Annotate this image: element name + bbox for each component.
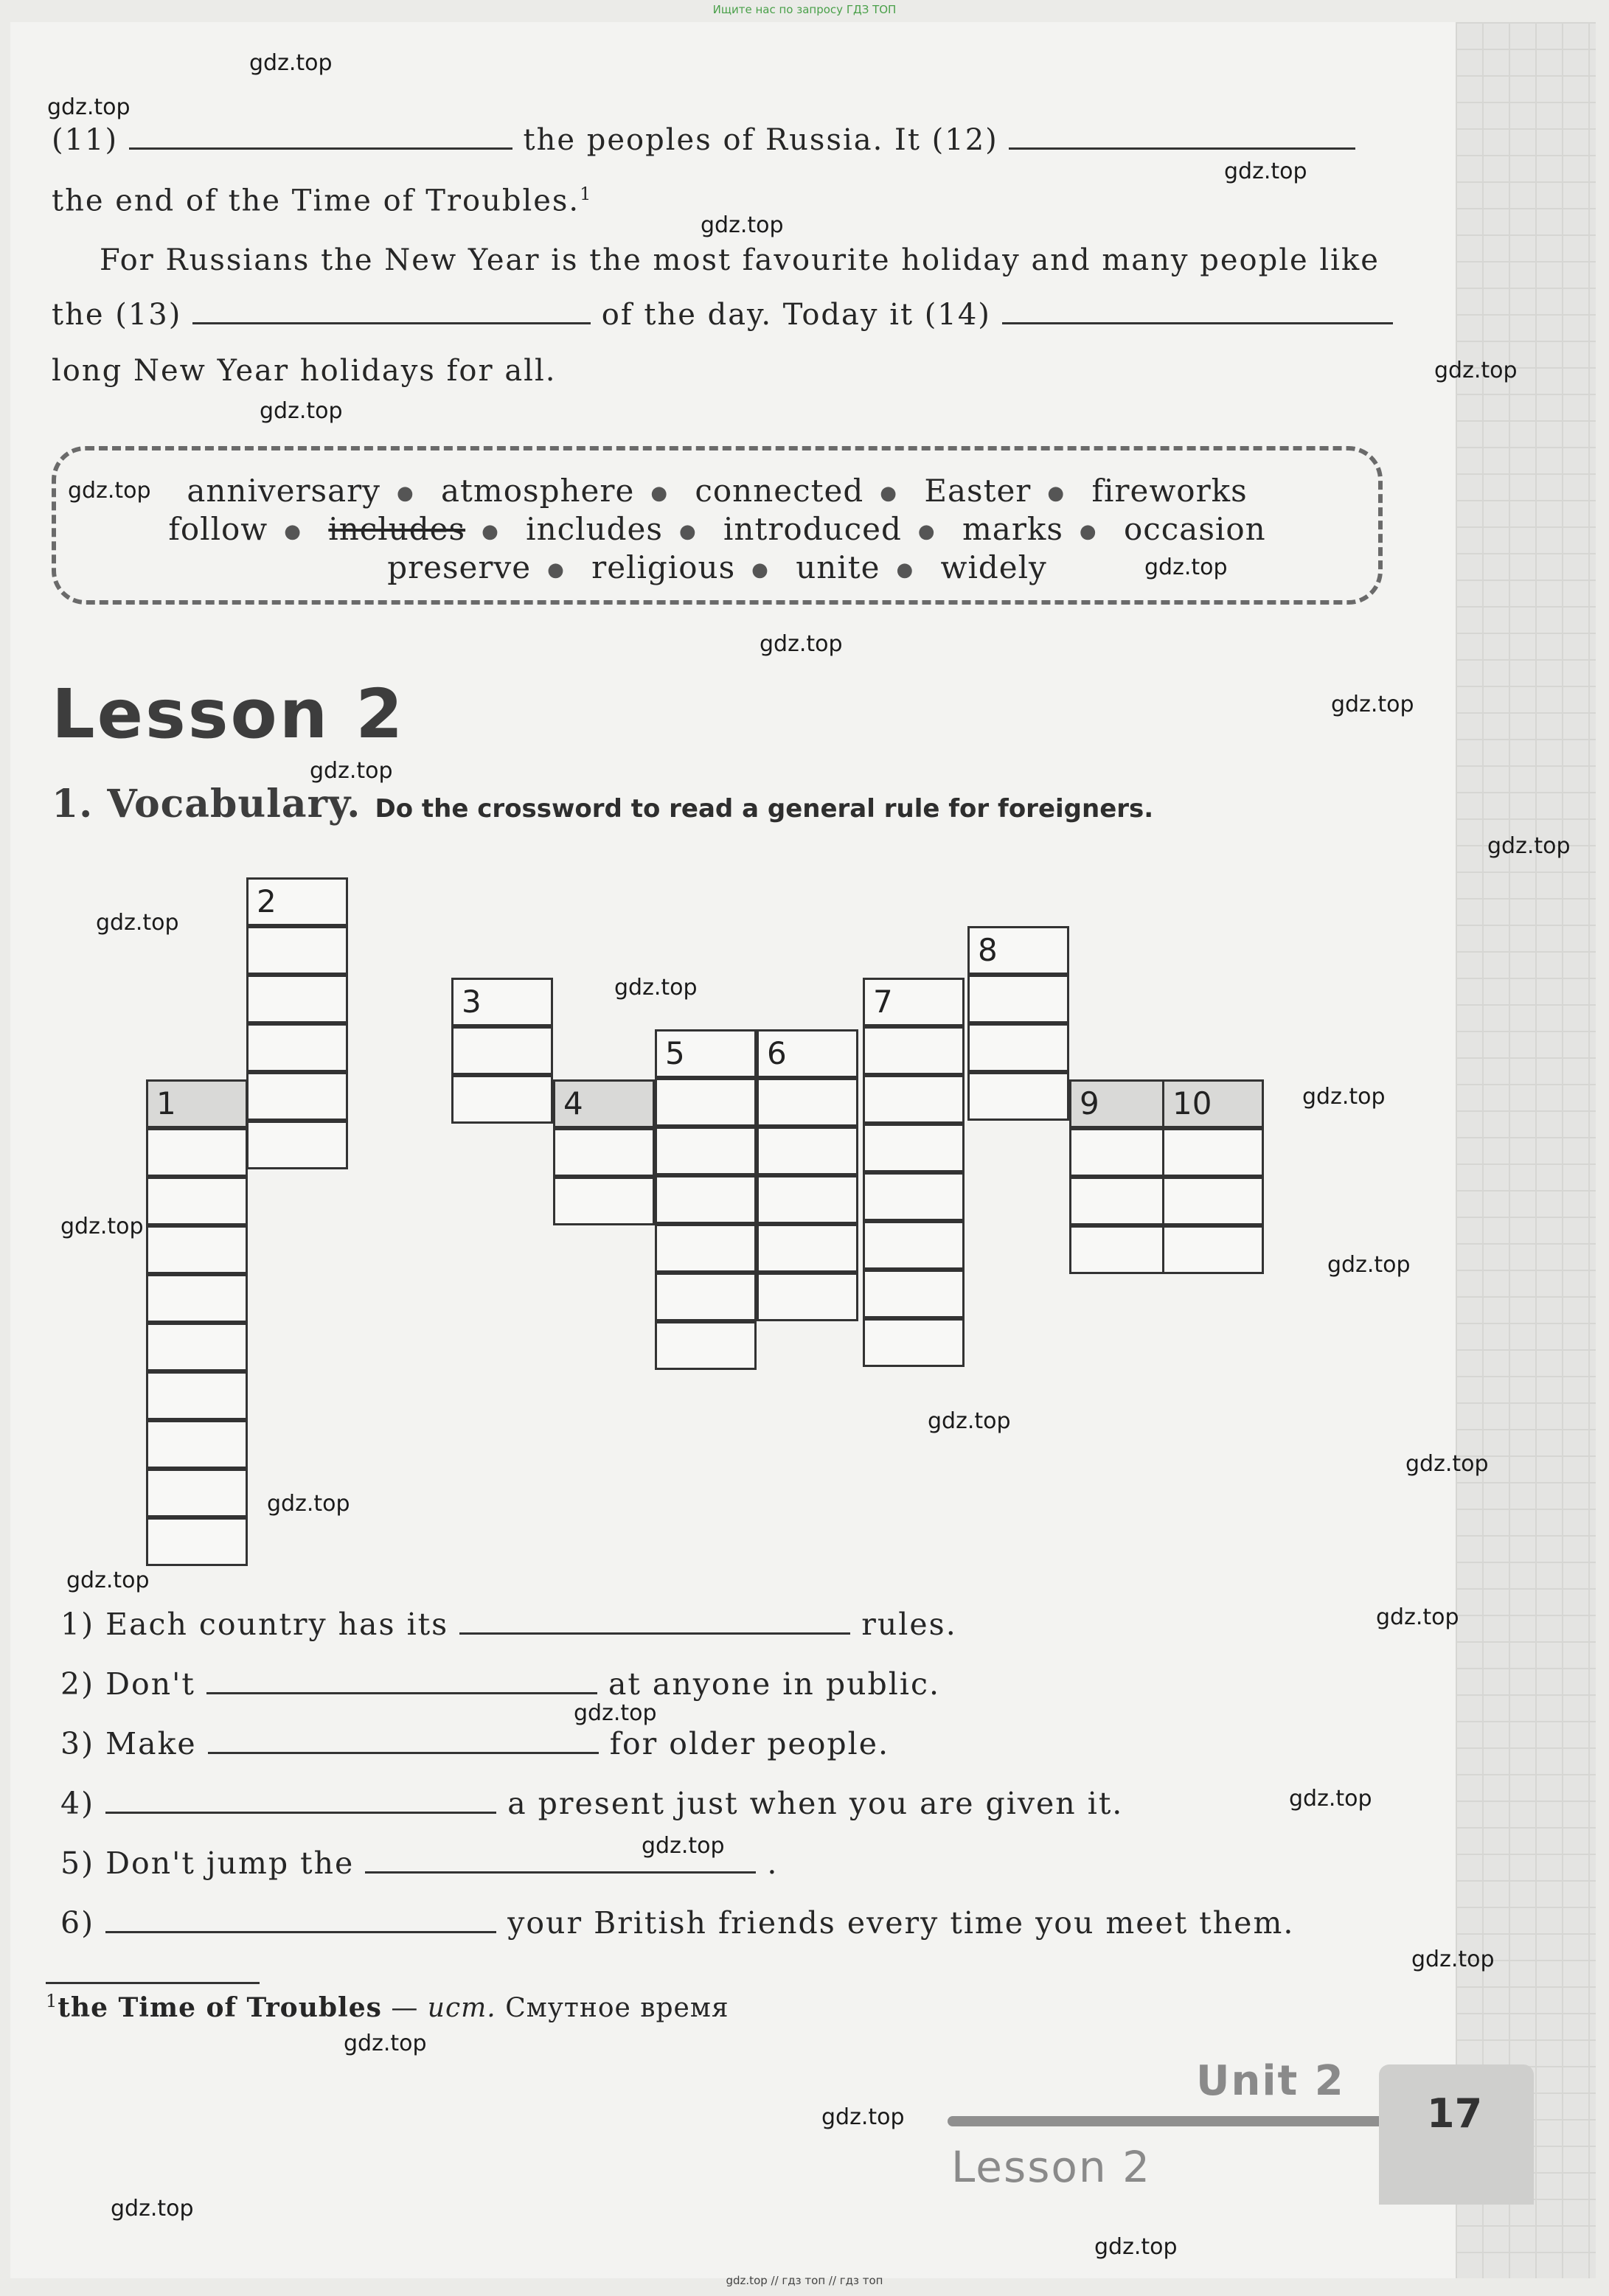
- crossword-cell[interactable]: [1069, 1128, 1171, 1177]
- crossword-number: 10: [1172, 1085, 1212, 1121]
- crossword-cell[interactable]: [757, 1224, 858, 1273]
- watermark: gdz.top: [1434, 358, 1518, 383]
- watermark: gdz.top: [642, 1833, 725, 1859]
- word-row-3: preserve ● religious ● unite ● widely: [387, 549, 1047, 585]
- crossword-cell[interactable]: [863, 1270, 965, 1318]
- crossword-cell[interactable]: [146, 1225, 248, 1274]
- watermark: gdz.top: [1411, 1947, 1495, 1972]
- crossword-cell[interactable]: [246, 1023, 348, 1072]
- crossword-cell[interactable]: [246, 975, 348, 1023]
- blank-12[interactable]: [1009, 122, 1355, 150]
- crossword-cell[interactable]: [1162, 1128, 1264, 1177]
- task-instruction: Do the crossword to read a general rule for foreigners.: [375, 794, 1154, 824]
- crossword-number: 1: [156, 1085, 176, 1121]
- task-header: [52, 782, 1153, 827]
- crossword-number: 5: [665, 1035, 685, 1071]
- crossword-cell[interactable]: [967, 1072, 1069, 1121]
- crossword-cell[interactable]: [655, 1321, 757, 1370]
- crossword-cell[interactable]: [967, 1023, 1069, 1072]
- answer-blank-1[interactable]: [459, 1607, 850, 1635]
- blank-11[interactable]: [129, 122, 512, 150]
- blank-14[interactable]: [1002, 297, 1393, 324]
- page-number: 17: [1427, 2090, 1483, 2137]
- text-line-11: (11) the peoples of Russia. It (12): [52, 122, 1355, 159]
- top-ad-link[interactable]: Ищите нас по запросу ГДЗ ТОП: [712, 3, 897, 16]
- crossword-cell[interactable]: [863, 1026, 965, 1075]
- lesson-title: Lesson 2: [52, 675, 406, 754]
- word-row-1: anniversary ● atmosphere ● connected ● Easter ● fireworks: [187, 473, 1248, 509]
- footnote-rule: [46, 1982, 260, 1984]
- crossword-cell[interactable]: [863, 1221, 965, 1270]
- crossword-cell[interactable]: [655, 1224, 757, 1273]
- text-line-13: the (13) of the day. Today it (14): [52, 296, 1393, 333]
- crossword-cell[interactable]: [757, 1175, 858, 1224]
- watermark: gdz.top: [1144, 554, 1228, 580]
- watermark: gdz.top: [60, 1214, 144, 1239]
- crossword-cell[interactable]: [1069, 1225, 1171, 1274]
- watermark: gdz.top: [66, 1568, 150, 1593]
- watermark: gdz.top: [1405, 1451, 1489, 1477]
- crossword-cell[interactable]: [146, 1371, 248, 1420]
- watermark: gdz.top: [760, 631, 843, 657]
- word-row-2: follow ● includes ● includes ● introduced ● marks ● occasion: [168, 511, 1266, 547]
- crossword-number: 8: [978, 932, 998, 968]
- crossword-cell[interactable]: [451, 1075, 553, 1124]
- watermark: gdz.top: [344, 2031, 427, 2056]
- watermark: gdz.top: [249, 50, 333, 76]
- crossword-cell[interactable]: [146, 1274, 248, 1323]
- crossword-cell[interactable]: [553, 1177, 655, 1225]
- crossword-cell[interactable]: [246, 1121, 348, 1169]
- text-line-new-year: For Russians the New Year is the most favourite holiday and many people like: [100, 243, 1380, 277]
- answer-blank-4[interactable]: [105, 1787, 496, 1814]
- question-6: 6) your British friends every time you meet them.: [60, 1905, 1295, 1941]
- crossword-cell[interactable]: [863, 1172, 965, 1221]
- watermark: gdz.top: [1302, 1084, 1386, 1110]
- question-1: 1) Each country has its rules.: [60, 1607, 957, 1642]
- footnote: $^1$the Time of Troubles — ист. Смутное время: [46, 1991, 729, 2023]
- crossword-cell[interactable]: [655, 1127, 757, 1175]
- crossword-cell[interactable]: [863, 1318, 965, 1367]
- watermark: gdz.top: [701, 212, 784, 238]
- watermark: gdz.top: [1289, 1786, 1372, 1812]
- lesson-label: Lesson 2: [951, 2142, 1151, 2192]
- watermark: gdz.top: [260, 398, 343, 424]
- crossword-cell[interactable]: [146, 1177, 248, 1225]
- crossword-number: 2: [257, 883, 277, 919]
- watermark: gdz.top: [1094, 2234, 1178, 2260]
- watermark: gdz.top: [574, 1700, 657, 1726]
- question-5: 5) Don't jump the .: [60, 1846, 779, 1881]
- crossword-cell[interactable]: [863, 1075, 965, 1124]
- blank-13[interactable]: [192, 297, 591, 324]
- watermark: gdz.top: [1331, 692, 1414, 717]
- crossword-cell[interactable]: [146, 1420, 248, 1469]
- crossword-cell[interactable]: [967, 975, 1069, 1023]
- watermark: gdz.top: [47, 94, 131, 120]
- crossword-number: 9: [1080, 1085, 1099, 1121]
- unit-divider: [948, 2116, 1390, 2126]
- watermark: gdz.top: [111, 2196, 194, 2222]
- unit-label: Unit 2: [1196, 2057, 1345, 2105]
- watermark: gdz.top: [1376, 1604, 1459, 1630]
- crossword-cell[interactable]: [757, 1127, 858, 1175]
- crossword-cell[interactable]: [146, 1517, 248, 1566]
- text-line-holidays: long New Year holidays for all.: [52, 354, 557, 388]
- crossword-cell[interactable]: [655, 1273, 757, 1321]
- watermark: gdz.top: [928, 1408, 1011, 1434]
- task-number: 1. Vocabulary.: [52, 782, 361, 827]
- watermark: gdz.top: [267, 1491, 350, 1517]
- text-line-troubles: the end of the Time of Troubles.$^1$: [52, 184, 593, 218]
- watermark: gdz.top: [821, 2104, 905, 2130]
- crossword-cell[interactable]: [1162, 1225, 1264, 1274]
- word-box: [52, 446, 1383, 605]
- watermark: gdz.top: [1487, 833, 1571, 859]
- answer-blank-2[interactable]: [206, 1667, 597, 1694]
- crossword-cell[interactable]: [246, 1072, 348, 1121]
- watermark: gdz.top: [1224, 159, 1307, 184]
- answer-blank-3[interactable]: [208, 1727, 599, 1754]
- crossword-cell[interactable]: [1069, 1177, 1171, 1225]
- bottom-ad-link[interactable]: gdz.top // гдз топ // гдз топ: [726, 2274, 883, 2287]
- watermark: gdz.top: [310, 758, 393, 784]
- watermark: gdz.top: [68, 478, 151, 504]
- crossword-number: 7: [873, 984, 893, 1020]
- crossword-cell[interactable]: [146, 1323, 248, 1371]
- crossword-cell[interactable]: [655, 1175, 757, 1224]
- crossword-cell[interactable]: [553, 1128, 655, 1177]
- crossword-cell[interactable]: [655, 1078, 757, 1127]
- crossword-number: 4: [563, 1085, 583, 1121]
- answer-blank-6[interactable]: [105, 1906, 496, 1933]
- crossword-cell[interactable]: [757, 1078, 858, 1127]
- crossword-cell[interactable]: [757, 1273, 858, 1321]
- question-3: 3) Make for older people.: [60, 1726, 890, 1761]
- crossword-cell[interactable]: [1162, 1177, 1264, 1225]
- crossword-cell[interactable]: [246, 926, 348, 975]
- crossword-cell[interactable]: [146, 1469, 248, 1517]
- question-2: 2) Don't at anyone in public.: [60, 1666, 940, 1702]
- crossword-cell[interactable]: [863, 1124, 965, 1172]
- question-4: 4) a present just when you are given it.: [60, 1786, 1124, 1821]
- crossword-cell[interactable]: [451, 1026, 553, 1075]
- watermark: gdz.top: [1327, 1252, 1411, 1278]
- crossword-number: 6: [767, 1035, 787, 1071]
- watermark: gdz.top: [614, 975, 698, 1001]
- crossword-cell[interactable]: [146, 1128, 248, 1177]
- crossword-number: 3: [462, 984, 482, 1020]
- watermark: gdz.top: [96, 910, 179, 936]
